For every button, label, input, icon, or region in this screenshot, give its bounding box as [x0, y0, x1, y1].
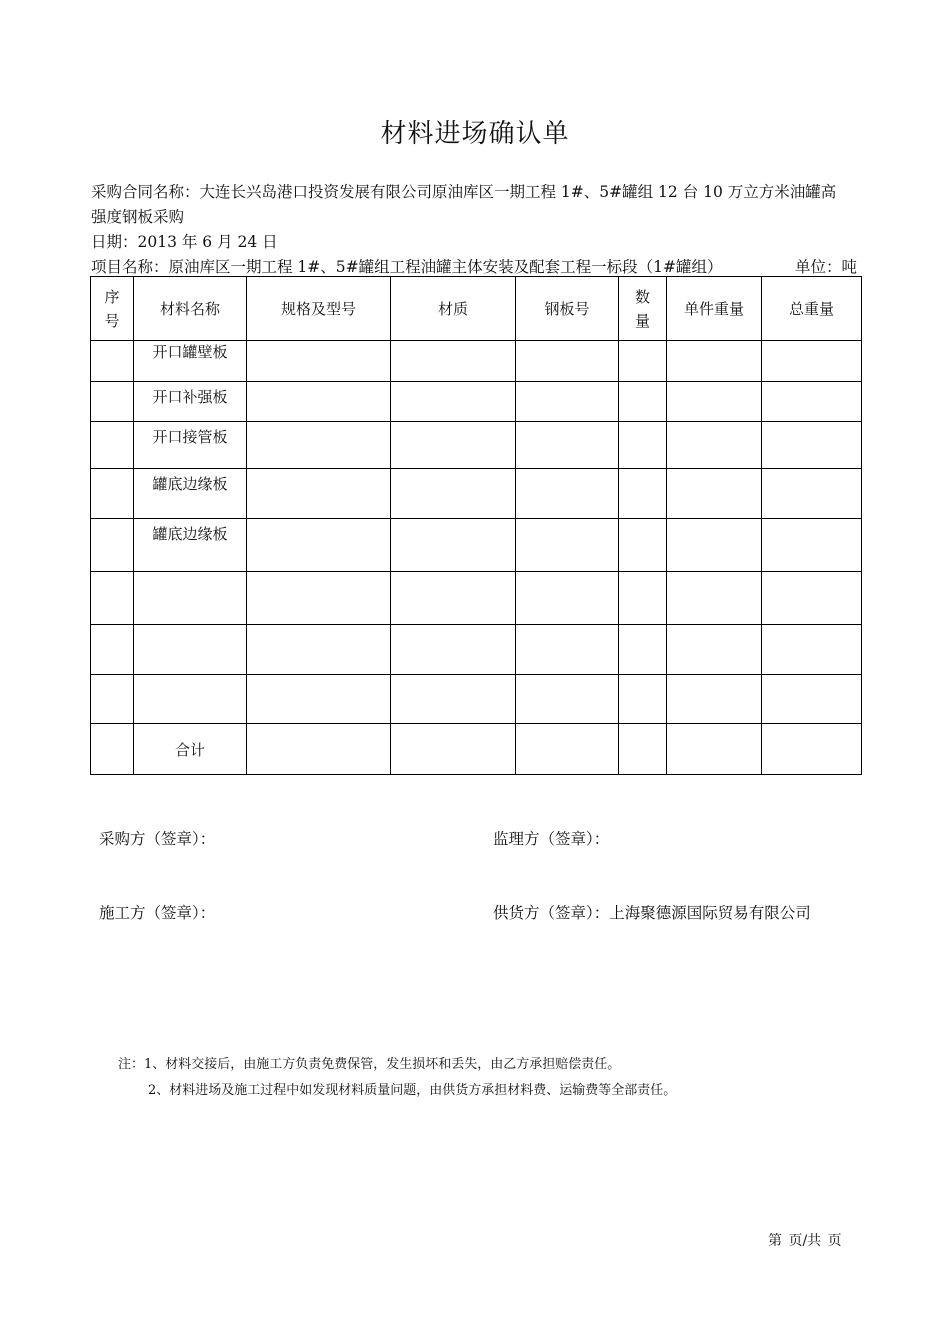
- document-title: 材料进场确认单: [380, 119, 570, 149]
- table-total-row: [91, 724, 862, 775]
- cell-material: [391, 382, 516, 422]
- cell-material-name: 开口接管板: [134, 422, 247, 469]
- cell-spec: [247, 572, 391, 625]
- cell-qty: [619, 675, 667, 724]
- cell-total-weight: [762, 675, 862, 724]
- header-seq-bottom: 号: [104, 311, 120, 330]
- cell-total-weight: [762, 382, 862, 422]
- cell-seq: [91, 675, 134, 724]
- cell-spec: [247, 422, 391, 469]
- cell-qty: [619, 382, 667, 422]
- header-material-name: 材料名称: [134, 277, 247, 341]
- cell-seq: [91, 625, 134, 675]
- cell-unit-weight: [667, 519, 762, 572]
- cell-seq: [91, 382, 134, 422]
- cell-spec: [247, 519, 391, 572]
- cell-seq: [91, 724, 134, 775]
- cell-plate-no: [516, 625, 619, 675]
- cell-material: [391, 572, 516, 625]
- cell-material-name: [134, 675, 247, 724]
- constructor-signature-label: 施工方（签章）：: [99, 904, 216, 922]
- cell-unit-weight: [667, 675, 762, 724]
- unit-label: 单位：吨: [795, 258, 858, 276]
- table-header-row: [91, 277, 862, 341]
- header-qty: [619, 277, 667, 341]
- cell-material: [391, 422, 516, 469]
- cell-material: [391, 675, 516, 724]
- header-seq-top: 序: [104, 287, 120, 306]
- table-row: [91, 572, 862, 625]
- cell-qty: [619, 572, 667, 625]
- table-row: [91, 382, 862, 422]
- cell-unit-weight: [667, 422, 762, 469]
- cell-unit-weight: [667, 382, 762, 422]
- cell-total-weight: [762, 469, 862, 519]
- cell-material: [391, 469, 516, 519]
- project-name-line: 项目名称：原油库区一期工程 1#、5#罐组工程油罐主体安装及配套工程一标段（1#罐组）: [91, 258, 723, 276]
- cell-material-name: [134, 572, 247, 625]
- cell-plate-no: [516, 341, 619, 382]
- page-number-footer: 第 页/共 页: [768, 1233, 842, 1249]
- cell-spec: [247, 625, 391, 675]
- cell-plate-no: [516, 469, 619, 519]
- table-row: [91, 675, 862, 724]
- cell-unit-weight: [667, 625, 762, 675]
- header-qty-bottom: 量: [634, 311, 650, 330]
- cell-total-weight: [762, 341, 862, 382]
- cell-material-name: 开口罐壁板: [134, 341, 247, 382]
- cell-material-name: 开口补强板: [134, 382, 247, 422]
- contract-name-line-2: 强度钢板采购: [91, 208, 185, 226]
- cell-total-weight: [762, 422, 862, 469]
- contract-name-line-1: 采购合同名称：大连长兴岛港口投资发展有限公司原油库区一期工程 1#、5#罐组 12 台 10 万立方米油罐高: [91, 183, 837, 201]
- table-row: [91, 422, 862, 469]
- date-line: 日期：2013 年 6 月 24 日: [91, 233, 278, 251]
- table-row: [91, 519, 862, 572]
- cell-material-name: [134, 625, 247, 675]
- cell-qty: [619, 625, 667, 675]
- header-spec: 规格及型号: [247, 277, 391, 341]
- cell-plate-no: [516, 382, 619, 422]
- table-row: [91, 341, 862, 382]
- header-seq: [91, 277, 134, 341]
- buyer-signature-label: 采购方（签章）：: [99, 830, 216, 848]
- table-row: [91, 625, 862, 675]
- cell-seq: [91, 519, 134, 572]
- cell-seq: [91, 572, 134, 625]
- materials-table: [90, 276, 862, 775]
- supplier-signature-label: 供货方（签章）：上海聚德源国际贸易有限公司: [493, 904, 811, 922]
- header-unit-weight: 单件重量: [667, 277, 762, 341]
- cell-qty: [619, 341, 667, 382]
- cell-spec: [247, 382, 391, 422]
- cell-qty: [619, 469, 667, 519]
- cell-seq: [91, 469, 134, 519]
- header-material: 材质: [391, 277, 516, 341]
- cell-qty: [619, 724, 667, 775]
- cell-plate-no: [516, 422, 619, 469]
- cell-plate-no: [516, 519, 619, 572]
- cell-total-weight: [762, 572, 862, 625]
- cell-material: [391, 519, 516, 572]
- cell-plate-no: [516, 572, 619, 625]
- cell-total-weight: [762, 625, 862, 675]
- cell-unit-weight: [667, 724, 762, 775]
- header-qty-top: 数: [634, 287, 650, 306]
- header-plate-no: 钢板号: [516, 277, 619, 341]
- cell-material-name: 罐底边缘板: [134, 469, 247, 519]
- cell-spec: [247, 469, 391, 519]
- note-line-2: 2、材料进场及施工过程中如发现材料质量问题，由供货方承担材料费、运输费等全部责任。: [148, 1083, 677, 1098]
- cell-material-name: 罐底边缘板: [134, 519, 247, 572]
- cell-material: [391, 625, 516, 675]
- cell-material: [391, 341, 516, 382]
- cell-seq: [91, 422, 134, 469]
- cell-unit-weight: [667, 572, 762, 625]
- table-row: [91, 469, 862, 519]
- supervisor-signature-label: 监理方（签章）：: [493, 830, 610, 848]
- cell-qty: [619, 422, 667, 469]
- cell-total-weight: [762, 724, 862, 775]
- total-label: 合计: [134, 724, 247, 775]
- cell-qty: [619, 519, 667, 572]
- header-total-weight: 总重量: [762, 277, 862, 341]
- note-line-1: 注：1、材料交接后，由施工方负责免费保管，发生损坏和丢失，由乙方承担赔偿责任。: [118, 1057, 621, 1072]
- cell-spec: [247, 724, 391, 775]
- cell-plate-no: [516, 724, 619, 775]
- cell-spec: [247, 675, 391, 724]
- cell-seq: [91, 341, 134, 382]
- cell-unit-weight: [667, 341, 762, 382]
- cell-spec: [247, 341, 391, 382]
- cell-plate-no: [516, 675, 619, 724]
- cell-unit-weight: [667, 469, 762, 519]
- cell-material: [391, 724, 516, 775]
- cell-total-weight: [762, 519, 862, 572]
